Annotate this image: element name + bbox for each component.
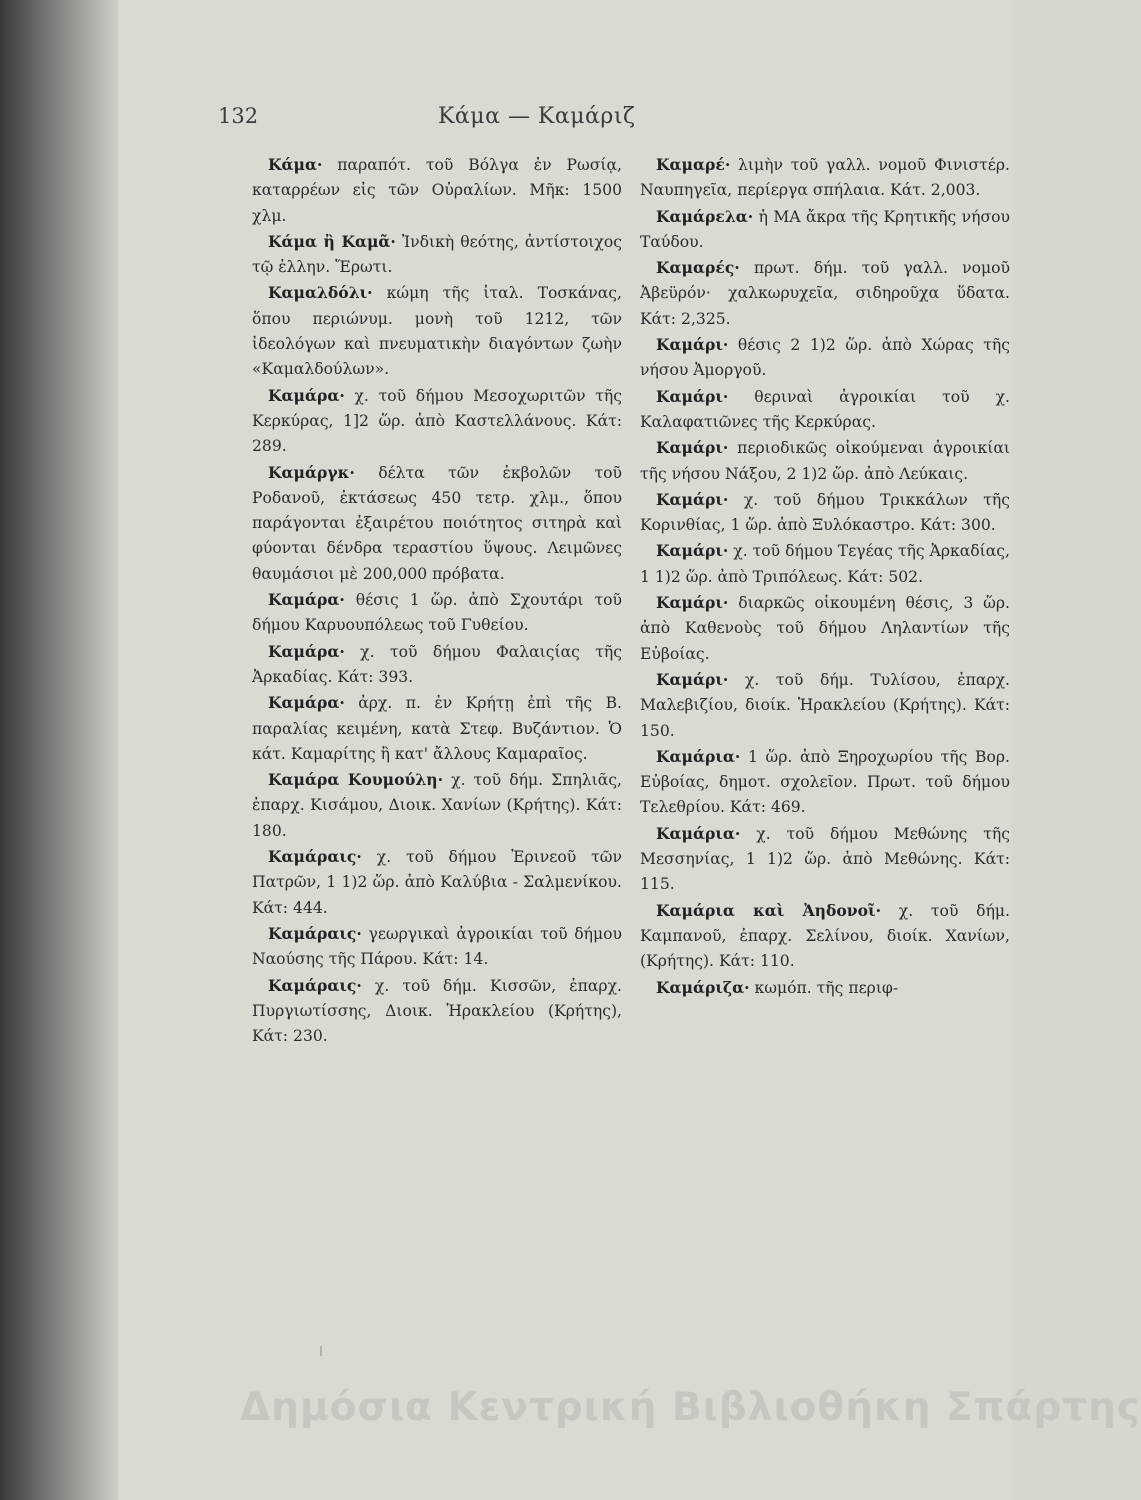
entry-text: χ. τοῦ δήμου Μεσοχωριτῶν τῆς Κερκύρας, 1]2 ὥρ. ἀπὸ Καστελλάνους. Κάτ: 289. <box>252 386 622 456</box>
entry-text: κώμη τῆς ἰταλ. Τοσκάνας, ὅπου περιώνυμ. μονὴ τοῦ 1212, τῶν ἰδεολόγων καὶ πνευματικὴν διαγόντων ζωὴν «Καμαλδούλων». <box>252 284 622 379</box>
entry-headword: Καμάρι· <box>656 669 729 689</box>
dictionary-entry <box>640 975 1010 1001</box>
entry-headword: Καμάρελα· <box>656 206 754 226</box>
dictionary-entry <box>252 690 622 767</box>
dictionary-entry <box>252 152 622 229</box>
entry-headword: Καμάραις· <box>268 923 362 943</box>
entry-headword: Καμάρα Κουμούλη· <box>268 770 444 790</box>
entry-headword: Καμάργκ· <box>268 462 355 482</box>
entry-text: χ. τοῦ δήμ. Τυλίσου, ἐπαρχ. Μαλεβιζίου, διοίκ. Ἡρακλείου (Κρήτης). Κάτ: 150. <box>640 670 1010 740</box>
entry-text: ἡ ΜΑ ἄκρα τῆς Κρητικῆς νήσου Ταύδου. <box>640 207 1010 251</box>
dictionary-entry <box>640 898 1010 975</box>
entry-headword: Καμάρι· <box>656 593 729 613</box>
entry-headword: Κάμα ἢ Καμᾶ· <box>268 231 396 251</box>
entry-headword: Καμάρι· <box>656 541 729 561</box>
entry-headword: Καμάρα· <box>268 693 345 713</box>
scan-edge <box>0 0 120 1500</box>
entry-headword: Καμάρι· <box>656 438 729 458</box>
dictionary-entry <box>252 280 622 382</box>
entry-text: χ. τοῦ δήμου Ἐρινεοῦ τῶν Πατρῶν, 1 1)2 ὥρ. ἀπὸ Καλύβια - Σαλμενίκου. Κάτ: 444. <box>252 848 622 917</box>
dictionary-entry <box>252 921 622 973</box>
entry-headword: Καμάριζα· <box>656 977 750 997</box>
left-column <box>252 152 622 1049</box>
entry-text: περιοδικῶς οἰκούμεναι ἀγροικίαι τῆς νήσου Νάξου, 2 1)2 ὥρ. ἀπὸ Λεύκαις. <box>640 439 1010 483</box>
entry-text: γεωργικαὶ ἀγροικίαι τοῦ δήμου Ναούσης τῆς Πάρου. Κάτ: 14. <box>252 924 622 969</box>
entry-headword: Κάμα· <box>268 155 323 174</box>
entry-text: χ. τοῦ δήμου Τρικκάλων τῆς Κορινθίας, 1 ὥρ. ἀπὸ Ξυλόκαστρο. Κάτ: 300. <box>640 490 1010 535</box>
entry-text: χ. τοῦ δήμου Μεθώνης τῆς Μεσσηνίας, 1 1)2 ὥρ. ἀπὸ Μεθώνης. Κάτ: 115. <box>640 824 1010 894</box>
entry-text: πρωτ. δήμ. τοῦ γαλλ. νομοῦ Ἀβεϋρόν· χαλκωρυχεῖα, σιδηροῦχα ὕδατα. Κάτ: 2,325. <box>640 259 1010 328</box>
dictionary-entry <box>252 844 622 921</box>
page-number: 132 <box>218 104 259 128</box>
dictionary-entry <box>252 383 622 460</box>
entry-text: 1 ὥρ. ἀπὸ Ξηροχωρίου τῆς Βορ. Εὐβοίας, δημοτ. σχολεῖον. Πρωτ. τοῦ δήμου Τελεθρίου. Κάτ: 469. <box>640 747 1010 817</box>
entry-headword: Καμαλδόλι· <box>268 283 373 303</box>
right-column <box>640 152 1010 1001</box>
entry-headword: Καμάρι· <box>656 386 729 406</box>
dictionary-entry <box>640 204 1010 256</box>
entry-headword: Καμάρια· <box>656 823 741 843</box>
dictionary-entry <box>640 152 1010 204</box>
dictionary-entry <box>640 435 1010 487</box>
library-watermark: Δημόσια Κεντρική Βιβλιοθήκη Σπάρτης <box>240 1385 1141 1430</box>
dictionary-entry <box>252 229 622 281</box>
dictionary-entry <box>640 487 1010 539</box>
entry-text: κωμόπ. τῆς περιφ- <box>749 978 899 997</box>
entry-text: παραπότ. τοῦ Βόλγα ἐν Ρωσίᾳ, καταρρέων εἰς τῶν Οὐραλίων. Μῆκ: 1500 χλμ. <box>252 156 622 225</box>
entry-headword: Καμαρέ· <box>656 155 731 174</box>
entry-text: θέσις 2 1)2 ὥρ. ἀπὸ Χώρας τῆς νήσου Ἀμοργοῦ. <box>640 336 1010 380</box>
entry-text: θέσις 1 ὥρ. ἀπὸ Σχουτάρι τοῦ δήμου Καρυουπόλεως τοῦ Γυθείου. <box>252 591 622 635</box>
dictionary-entry <box>640 590 1010 667</box>
dictionary-entry <box>640 332 1010 384</box>
entry-text: ἀρχ. π. ἐν Κρήτῃ ἐπὶ τῆς Β. παραλίας κειμένη, κατὰ Στεφ. Βυζάντιον. Ὁ κάτ. Καμαρίτης ἢ κατ' ἄλλους Καμαραῖος. <box>252 694 622 763</box>
entry-text: χ. τοῦ δήμ. Σπηλιᾶς, ἐπαρχ. Κισάμου, Διοικ. Χανίων (Κρήτης). Κάτ: 180. <box>252 771 623 840</box>
dictionary-entry <box>252 460 622 587</box>
dictionary-entry <box>252 973 622 1050</box>
entry-text: χ. τοῦ δήμου Τεγέας τῆς Ἀρκαδίας, 1 1)2 ὥρ. ἀπὸ Τριπόλεως. Κάτ: 502. <box>640 542 1010 586</box>
entry-headword: Καμάρα· <box>268 641 345 661</box>
entry-text: λιμὴν τοῦ γαλλ. νομοῦ Φινιστέρ. Ναυπηγεῖα, περίεργα σπήλαια. Κάτ. 2,003. <box>640 156 1010 200</box>
entry-headword: Καμαρές· <box>656 258 740 278</box>
page-header <box>218 104 798 144</box>
entry-headword: Καμάρα· <box>268 385 345 405</box>
entry-headword: Καμάρι· <box>656 335 729 355</box>
entry-text: θεριναὶ ἀγροικίαι τοῦ χ. Καλαφατιῶνες τῆς Κερκύρας. <box>640 387 1010 431</box>
entry-headword: Καμάρι· <box>656 489 729 509</box>
entry-text: χ. τοῦ δήμ. Καμπανοῦ, ἐπαρχ. Σελίνου, διοίκ. Χανίων, (Κρήτης). Κάτ: 110. <box>640 901 1010 971</box>
page-mark <box>320 1346 322 1356</box>
dictionary-entry <box>640 821 1010 898</box>
entry-headword: Καμάραις· <box>268 847 362 867</box>
entry-text: χ. τοῦ δήμ. Κισσῶν, ἐπαρχ. Πυργιωτίσσης, Διοικ. Ἡρακλείου (Κρήτης), Κάτ: 230. <box>252 976 622 1046</box>
dictionary-entry <box>640 384 1010 436</box>
entry-headword: Καμάραις· <box>268 975 362 995</box>
entry-text: διαρκῶς οἰκουμένη θέσις, 3 ὥρ. ἀπὸ Καθενοὺς τοῦ δήμου Ληλαντίων τῆς Εὐβοίας. <box>640 594 1010 663</box>
entry-text: Ἰνδικὴ θεότης, ἀντίστοιχος τῷ ἑλλην. Ἔρωτι. <box>252 232 622 277</box>
entry-headword: Καμάρια· <box>656 746 741 766</box>
running-head: Κάμα — Καμάριζ <box>438 104 636 129</box>
entry-headword: Καμάρια καὶ Ἀηδονοῖ· <box>656 900 882 920</box>
dictionary-entry <box>640 255 1010 332</box>
dictionary-entry <box>640 744 1010 821</box>
dictionary-entry <box>252 587 622 639</box>
entry-text: δέλτα τῶν ἐκβολῶν τοῦ Ροδανοῦ, ἐκτάσεως 450 τετρ. χλμ., ὅπου παράγονται ἐξαιρέτου ποιότητος σιτηρὰ καὶ φύονται δένδρα τεραστίου ὕψους. Λειμῶνες θαυμάσιοι μὲ 200,000 πρόβατα. <box>252 463 622 583</box>
dictionary-entry <box>252 639 622 691</box>
entry-headword: Καμάρα· <box>268 590 345 610</box>
dictionary-entry <box>252 767 622 844</box>
dictionary-entry <box>640 538 1010 590</box>
entry-text: χ. τοῦ δήμου Φαλαιςίας τῆς Ἀρκαδίας. Κάτ: 393. <box>252 642 622 686</box>
dictionary-entry <box>640 667 1010 744</box>
